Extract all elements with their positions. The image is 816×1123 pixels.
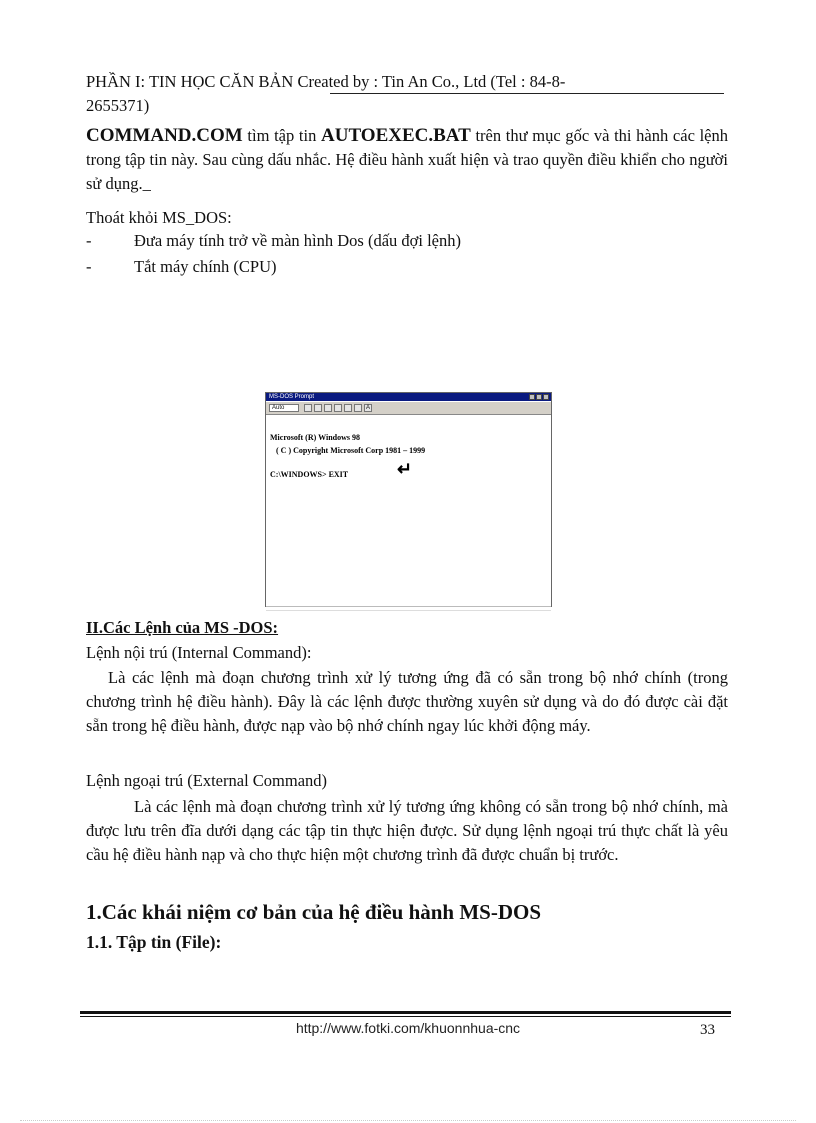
mark-icon[interactable] xyxy=(304,404,312,412)
font-size-select[interactable]: Auto xyxy=(269,404,299,412)
heading-basic-concepts: 1.Các khái niệm cơ bản của hệ điều hành MS-DOS xyxy=(86,900,542,924)
autoexec-term: AUTOEXEC.BAT xyxy=(321,125,471,146)
list-item: Đưa máy tính trở về màn hình Dos (dấu đợi lệnh) xyxy=(134,231,461,250)
msdos-titlebar xyxy=(266,393,551,401)
footer-url: http://www.fotki.com/khuonnhua-cnc xyxy=(295,1020,521,1036)
copy-icon[interactable] xyxy=(314,404,322,412)
section2-heading xyxy=(86,616,728,640)
msdos-window xyxy=(265,392,552,607)
external-command-title: Lệnh ngoại trú (External Command) xyxy=(86,771,328,790)
page-number: 33 xyxy=(700,1022,715,1038)
list-dash: - xyxy=(86,257,92,276)
dos-command-line: C:\WINDOWS> EXIT xyxy=(270,470,349,479)
page-header xyxy=(86,70,726,118)
msdos-title: MS-DOS Prompt xyxy=(269,394,315,400)
msdos-toolbar xyxy=(266,402,551,415)
header-rule xyxy=(330,93,724,94)
command-com-term: COMMAND.COM xyxy=(86,125,243,146)
enter-key-icon: ↵ xyxy=(397,459,413,479)
window-controls xyxy=(529,394,549,400)
maximize-icon[interactable] xyxy=(536,394,542,400)
section2-number: II. xyxy=(86,618,103,637)
close-icon[interactable] xyxy=(543,394,549,400)
footer-rule-thin xyxy=(80,1016,731,1017)
list-dash: - xyxy=(86,231,92,250)
heading-file: 1.1. Tập tin (File): xyxy=(86,932,222,952)
section2-title: Các Lệnh của MS -DOS: xyxy=(102,618,279,637)
intro-part1: tìm tập tin xyxy=(242,126,322,145)
font-button[interactable]: A xyxy=(365,405,370,411)
header-text-continued: 2655371) xyxy=(86,96,150,115)
page-bottom-border xyxy=(20,1120,796,1121)
fullscreen-icon[interactable] xyxy=(334,404,342,412)
intro-part2: trên thư mục gốc và thi hành các lệnh trong tập tin này. Sau cùng dấu nhắc. Hệ điều hành xuất hiện và trao quyền điều khiển cho người sử dụng._ xyxy=(86,126,728,193)
footer-rule-thick xyxy=(80,1011,731,1014)
list-item: Tắt máy chính (CPU) xyxy=(134,257,277,276)
internal-command-title: Lệnh nội trú (Internal Command): xyxy=(86,643,312,662)
internal-command-text: Là các lệnh mà đoạn chương trình xử lý tương ứng đã có sẵn trong bộ nhớ chính (trong chương trình hệ điều hành). Đây là các lệnh được thường xuyên sử dụng và do đó được cài đặt sẵn trong hệ điều hành, được nạp vào bộ nhớ chính ngay lúc khởi động máy. xyxy=(86,668,728,735)
dos-line-1: Microsoft (R) Windows 98 xyxy=(270,433,360,442)
properties-icon[interactable] xyxy=(344,404,352,412)
minimize-icon[interactable] xyxy=(529,394,535,400)
exit-section-title: Thoát khỏi MS_DOS: xyxy=(86,208,232,227)
intro-paragraph xyxy=(86,124,728,196)
msdos-screen xyxy=(267,415,550,605)
window-bottom-edge xyxy=(266,606,551,611)
paste-icon[interactable] xyxy=(324,404,332,412)
external-command-text: Là các lệnh mà đoạn chương trình xử lý tương ứng không có sẵn trong bộ nhớ chính, mà được lưu trên đĩa dưới dạng các tập tin thực hiện được. Sử dụng lệnh ngoại trú thực chất là yêu cầu hệ điều hành nạp và cho thực hiện một chương trình đã được chuẩn bị trước. xyxy=(86,797,728,864)
background-icon[interactable] xyxy=(354,404,362,412)
dos-line-2: ( C ) Copyright Microsoft Corp 1981 – 1999 xyxy=(270,446,426,455)
header-text: PHẦN I: TIN HỌC CĂN BẢN Created by : Tin An Co., Ltd (Tel : 84-8- xyxy=(86,72,566,91)
